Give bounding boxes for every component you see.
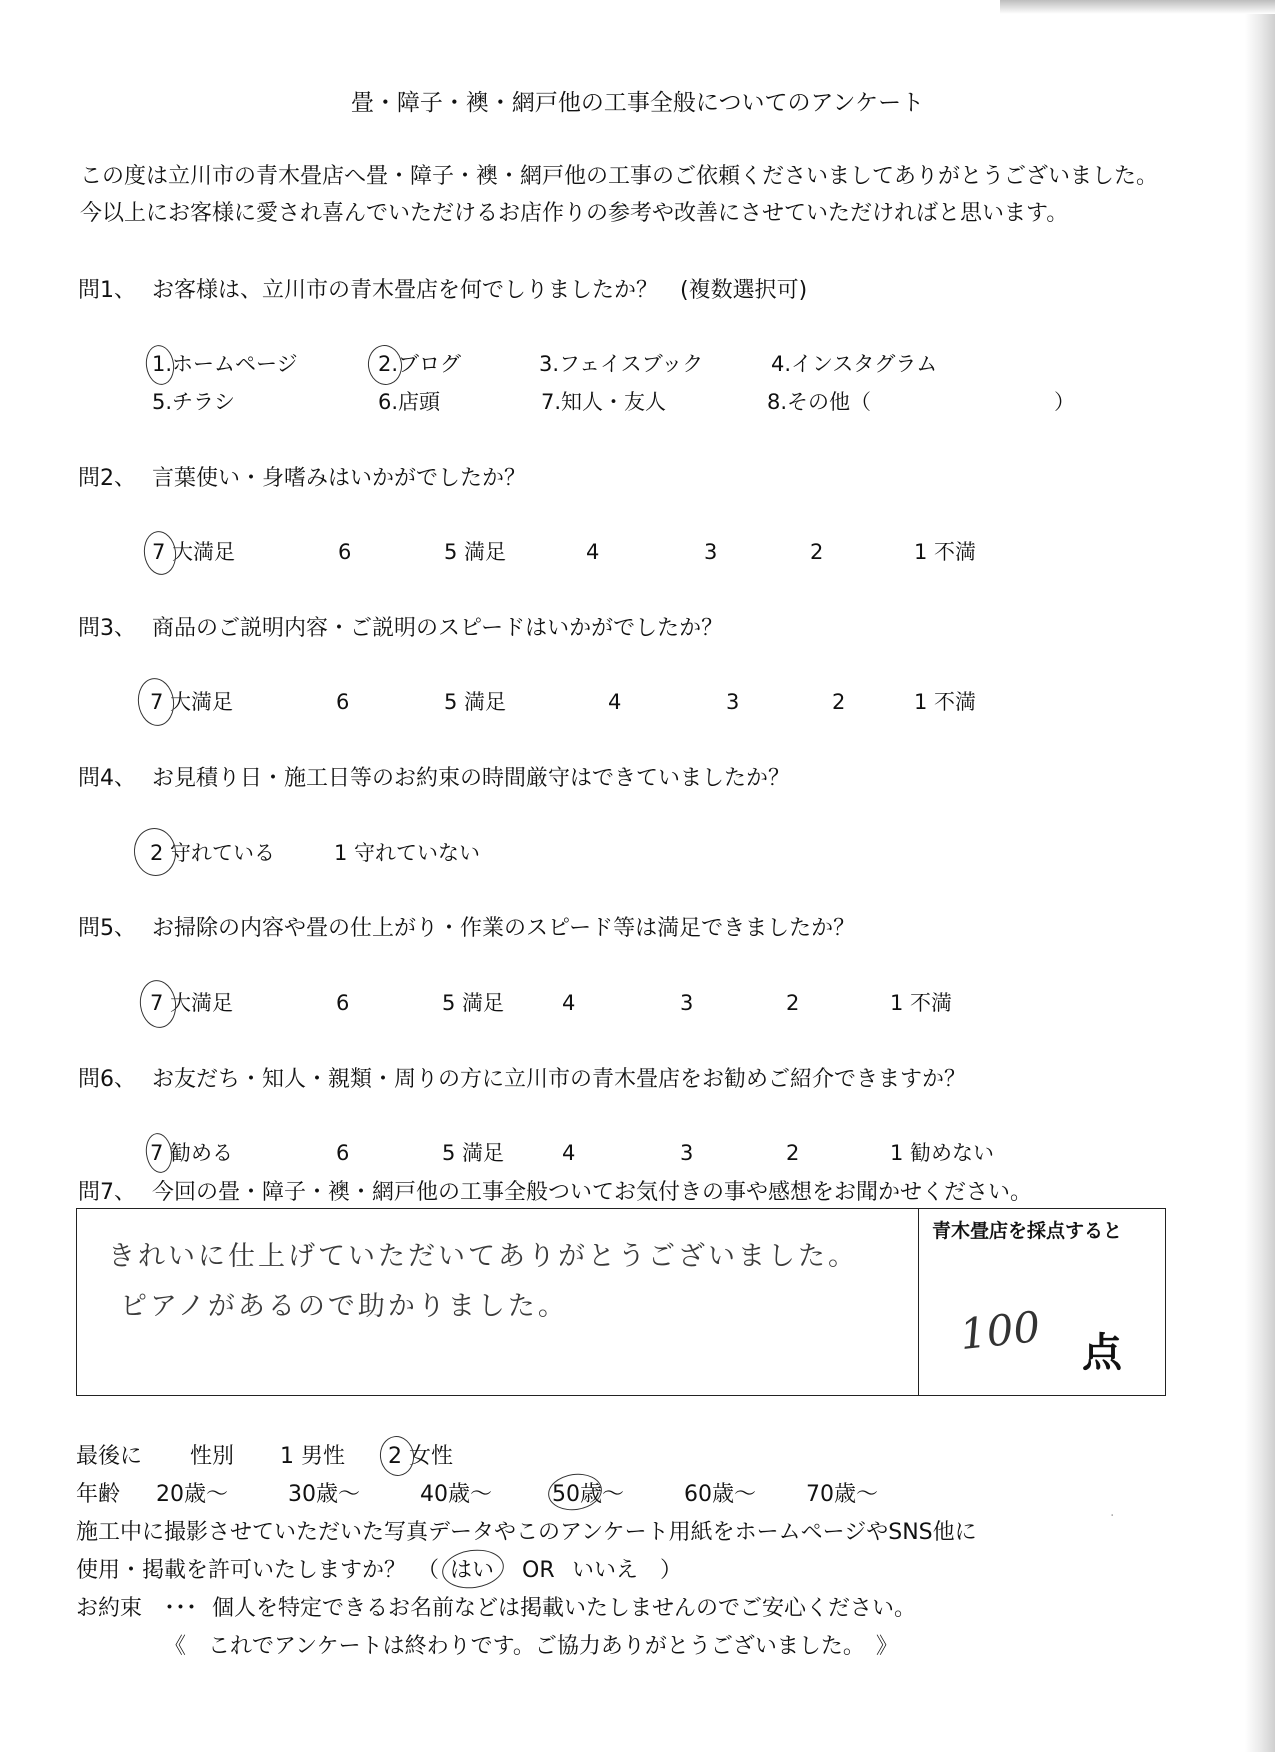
q3-option-3[interactable]: 3: [726, 690, 740, 714]
score-unit: 点: [1082, 1330, 1122, 1376]
q4-selection-circle: [131, 825, 179, 878]
q6-option-7[interactable]: 7 勧める: [150, 1141, 234, 1165]
q1-option-homepage[interactable]: 1.ホームページ: [152, 352, 298, 376]
q5-option-5[interactable]: 5 満足: [442, 991, 505, 1015]
permission-no-option[interactable]: いいえ: [572, 1558, 639, 1583]
q5-number: 問5、: [78, 916, 136, 941]
q3-option-7[interactable]: 7 大満足: [150, 690, 234, 714]
permission-selection-circle: [440, 1546, 507, 1592]
q6-option-6[interactable]: 6: [336, 1141, 350, 1165]
q2-option-7[interactable]: 7 大満足: [152, 540, 236, 564]
comment-line-1: きれいに仕上げていただいてありがとうございました。: [108, 1241, 858, 1272]
q1-selection-circle-2: [365, 343, 404, 387]
age-selection-circle: [546, 1470, 604, 1513]
gender-label: 性別: [190, 1444, 235, 1469]
q5-question: お掃除の内容や畳の仕上がり・作業のスピード等は満足できましたか？: [152, 916, 856, 941]
age-label: 年齢: [76, 1482, 121, 1507]
q6-selection-circle: [143, 1131, 174, 1174]
q2-option-2[interactable]: 2: [810, 540, 824, 564]
q6-option-3[interactable]: 3: [680, 1141, 694, 1165]
q5-option-3[interactable]: 3: [680, 991, 694, 1015]
permission-close: ）: [660, 1558, 683, 1583]
q6-option-1[interactable]: 1 勧めない: [890, 1141, 995, 1165]
q5-selection-circle: [137, 978, 179, 1031]
comment-box-divider: [918, 1208, 919, 1396]
q3-selection-circle: [135, 676, 177, 729]
intro-line-2: 今以上にお客様に愛され喜んでいただけるお店作りの参考や改善にさせていただければと思います。: [80, 201, 1069, 226]
q1-option-flyer[interactable]: 5.チラシ: [152, 390, 236, 414]
scan-edge: [1245, 0, 1275, 1752]
q1-option-facebook[interactable]: 3.フェイスブック: [539, 352, 704, 376]
q1-option-storefront[interactable]: 6.店頭: [378, 390, 441, 414]
permission-line-1: 施工中に撮影させていただいた写真データやこのアンケート用紙をホームページやSNS他に: [76, 1520, 977, 1545]
q2-option-6[interactable]: 6: [338, 540, 352, 564]
intro-line-1: この度は立川市の青木畳店へ畳・障子・襖・網戸他の工事のご依頼くださいましてありがとうございました。: [80, 164, 1159, 189]
q4-option-not-kept[interactable]: 1 守れていない: [334, 841, 481, 865]
scan-speck: ·: [1110, 1508, 1115, 1524]
q6-option-2[interactable]: 2: [786, 1141, 800, 1165]
q3-option-1[interactable]: 1 不満: [914, 690, 977, 714]
q1-option-blog[interactable]: 2.ブログ: [378, 352, 462, 376]
q2-number: 問2、: [78, 466, 136, 491]
gender-male-option[interactable]: 1 男性: [280, 1444, 345, 1469]
q6-option-4[interactable]: 4: [562, 1141, 576, 1165]
q1-option-instagram[interactable]: 4.インスタグラム: [771, 352, 938, 376]
score-heading: 青木畳店を採点すると: [932, 1220, 1123, 1242]
q5-option-1[interactable]: 1 不満: [890, 991, 953, 1015]
q3-question: 商品のご説明内容・ご説明のスピードはいかがでしたか？: [152, 616, 724, 641]
permission-yes-option[interactable]: はい: [450, 1558, 495, 1583]
gender-female-option[interactable]: 2 女性: [388, 1444, 453, 1469]
permission-line-2: 使用・掲載を許可いたしますか？ （: [76, 1558, 440, 1583]
age-20[interactable]: 20歳〜: [156, 1482, 228, 1507]
scan-edge-top: [1000, 0, 1275, 14]
q5-option-4[interactable]: 4: [562, 991, 576, 1015]
q7-number: 問7、: [78, 1180, 136, 1205]
q1-option-acquaintance[interactable]: 7.知人・友人: [541, 390, 667, 414]
q4-number: 問4、: [78, 766, 136, 791]
q1-selection-circle-1: [143, 343, 176, 387]
survey-title: 畳・障子・襖・網戸他の工事全般についてのアンケート: [350, 90, 925, 116]
comment-line-2: ピアノがあるので助かりました。: [120, 1291, 568, 1322]
q3-option-5[interactable]: 5 満足: [444, 690, 507, 714]
q3-option-2[interactable]: 2: [832, 690, 846, 714]
closing-message: 《 これでアンケートは終わりです。ご協力ありがとうございました。 》: [164, 1634, 898, 1659]
q5-option-6[interactable]: 6: [336, 991, 350, 1015]
q4-question: お見積り日・施工日等のお約束の時間厳守はできていましたか？: [152, 766, 791, 791]
age-70[interactable]: 70歳〜: [806, 1482, 878, 1507]
q3-option-6[interactable]: 6: [336, 690, 350, 714]
age-30[interactable]: 30歳〜: [288, 1482, 360, 1507]
promise-label: お約束 ･･･: [76, 1596, 198, 1621]
q2-option-4[interactable]: 4: [586, 540, 600, 564]
q1-option-other-close: ）: [1054, 390, 1075, 414]
q2-option-1[interactable]: 1 不満: [914, 540, 977, 564]
q7-question: 今回の畳・障子・襖・網戸他の工事全般ついてお気付きの事や感想をお聞かせください。: [152, 1180, 1033, 1205]
q3-option-4[interactable]: 4: [608, 690, 622, 714]
age-60[interactable]: 60歳〜: [684, 1482, 756, 1507]
gender-selection-circle: [377, 1434, 416, 1478]
promise-text: 個人を特定できるお名前などは掲載いたしませんのでご安心ください。: [212, 1596, 917, 1621]
q3-number: 問3、: [78, 616, 136, 641]
q2-option-5[interactable]: 5 満足: [444, 540, 507, 564]
q6-number: 問6、: [78, 1067, 136, 1092]
age-40[interactable]: 40歳〜: [420, 1482, 492, 1507]
last-label: 最後に: [76, 1444, 143, 1469]
q5-option-2[interactable]: 2: [786, 991, 800, 1015]
q2-question: 言葉使い・身嗜みはいかがでしたか？: [152, 466, 527, 491]
q5-option-7[interactable]: 7 大満足: [150, 991, 234, 1015]
q1-number: 問1、: [78, 278, 136, 303]
score-value: 100: [957, 1301, 1043, 1360]
q2-selection-circle: [141, 529, 179, 577]
q1-option-other[interactable]: 8.その他（: [767, 390, 872, 414]
permission-or: OR: [522, 1558, 555, 1583]
age-50[interactable]: 50歳〜: [552, 1482, 624, 1507]
q4-option-kept[interactable]: 2 守れている: [150, 841, 276, 865]
q6-option-5[interactable]: 5 満足: [442, 1141, 505, 1165]
q6-question: お友だち・知人・親類・周りの方に立川市の青木畳店をお勧めご紹介できますか？: [152, 1067, 967, 1092]
q1-question: お客様は、立川市の青木畳店を何でしりましたか？ (複数選択可): [152, 278, 808, 303]
q2-option-3[interactable]: 3: [704, 540, 718, 564]
